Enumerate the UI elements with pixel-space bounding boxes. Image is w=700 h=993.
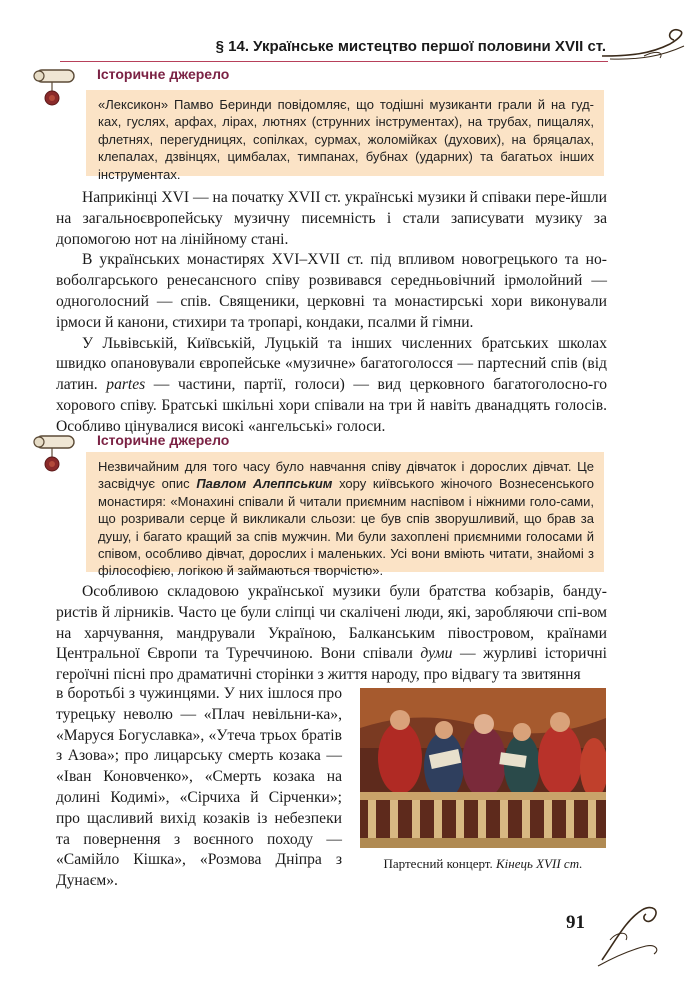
body-section-2 xyxy=(56,582,607,686)
page-number: 91 xyxy=(566,912,585,933)
source-title: Історичне джерело xyxy=(97,66,230,82)
term-dumy: думи xyxy=(420,645,453,663)
paragraph: Наприкінці XVI — на початку XVII ст. українські музики й співаки пере-йшли на загальноєвропейську музичну писемність і стали записувати музику за допомогою нот на лінійному стані. xyxy=(56,189,607,248)
chapter-title: § 14. Українське мистецтво першої половини XVII ст. xyxy=(215,38,606,55)
header-rule xyxy=(60,61,608,62)
flourish-ornament-icon xyxy=(600,26,692,62)
scroll-icon xyxy=(30,64,80,110)
scroll-icon xyxy=(30,430,80,476)
flourish-ornament-icon xyxy=(596,900,666,970)
author-name: Павлом Алеппським xyxy=(196,476,333,492)
body-section-1 xyxy=(56,188,607,438)
paragraph: Особливою складовою української музики були братства кобзарів, банду-ристів й лірників. Часто це були сліпці чи скалічені люди, які, заробляючи спі-вом на харчування, мандрували Україною, Балканським півостровом, країнами Центральної Європи та Туреччиною. Вони співали думи — журливі історичні героїчні пісні про драматичні сторінки з життя народу, про відвагу та звитяння xyxy=(56,583,607,684)
paragraph: В українських монастирях XVI–XVII ст. під впливом новогрецького та но-воболгарського ренесансного співу розвивався середньовічний ірмолойний — одноголосний — спів. Священики, церковні та монастирські хори виконували ірмоси й канони, стихири та тропарі, кондаки, псалми й гімни. xyxy=(56,251,607,331)
source-quote-box: Незвичайним для того часу було навчання співу дівчаток і дорослих дівчат. Це засвідчує опис Павлом Алеппським хору київського жіночого Вознесенського монастиря: «Монахині співали й читали приємним наспівом і ніжними голо-сами, що розривали серце й викликали сльози: це був спів зворушливий, що брав за душу, і багато кращий за спів мужчин. Ми були захоплені приємними голосами й співом, особливо дівчат, дорослих і маленьких. Усі вони вміють читати, знайомі з філософією, логікою й займаються творчістю». xyxy=(86,452,604,572)
figure-caption: Партесний концерт. Кінець XVII ст. xyxy=(383,856,583,871)
partesny-concert-painting xyxy=(360,688,606,848)
latin-term: partes xyxy=(106,376,146,394)
source-quote-text: «Лексикон» Памво Беринди повідомляє, що тодішні музиканти грали й на гуд-ках, гуслях, арфах, лірах, лютнях (струнних інструментах), на трубах, пищалях, флетнях, перегудницях, сопілках, сурмах, жоломійках (духових), на бряцалах, клепалах, дзвінцях, цимбалах, тимпанах, бубнах (ударних) та багатьох інших інструментах. xyxy=(98,97,594,182)
source-quote-box xyxy=(86,90,604,182)
running-header xyxy=(60,38,620,64)
paragraph: У Львівській, Київській, Луцькій та інших численних братських школах швидко опановували європейське «музичне» багатоголосся — партесний спів (від латин. partes — частини, партії, голоси) — вид церковного багатоголосно-го хорового співу. Братські шкільні хори співали на три й навіть дванадцять голосів. Особливо цінувалися високі «ангельські» голоси. xyxy=(56,334,607,435)
source-title: Історичне джерело xyxy=(97,432,230,448)
paragraph-wrap: в боротьбі з чужинцями. У них ішлося про турецьку неволю — «Плач невільни-ка», «Маруся Богуславка», «Утеча трьох братів з Азова»; про лицарську смерть козака — «Іван Коновченко», «Смерть козака на долині Кодимі», «Сірчиха й Сірченки»; про щасливий вихід козаків із небезпеки та повернення з воєнного походу — «Самійло Кішка», «Розмова Дніпра з Дунаєм». xyxy=(56,685,342,890)
